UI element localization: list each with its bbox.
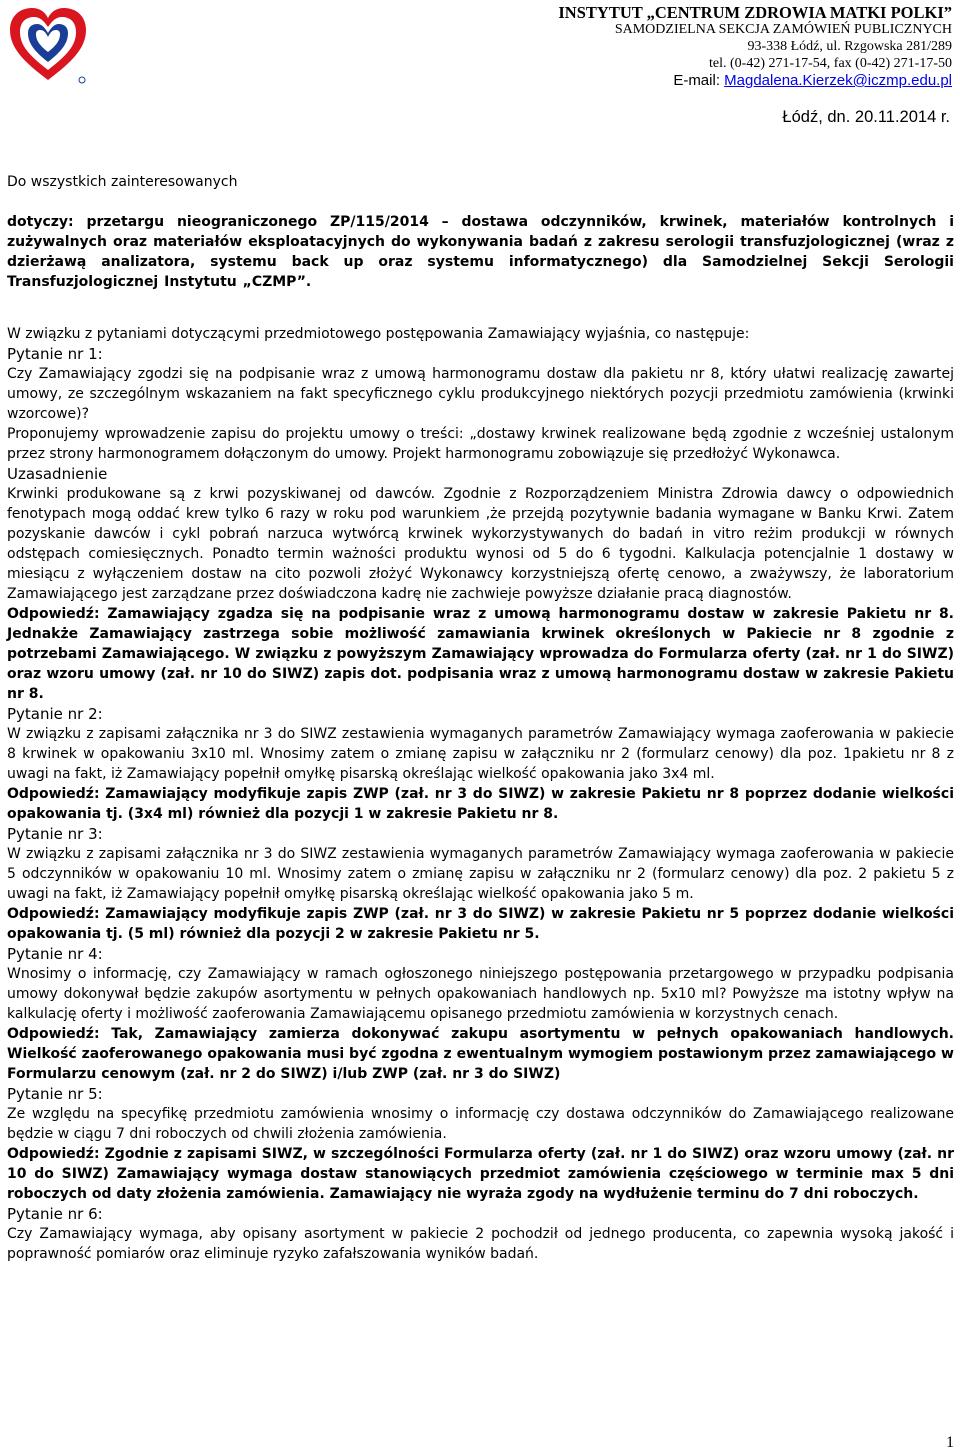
q1-justification-title: Uzasadnienie [7, 465, 108, 483]
q2-answer: Odpowiedź: Zamawiający modyfikuje zapis ZWP (zał. nr 3 do SIWZ) w zakresie Pakietu nr 8 poprzez dodanie wielkości opakowania tj. (3x4 ml) również dla pozycji 1 w zakresie Pakietu nr 8. [7, 786, 954, 822]
email-link[interactable]: Magdalena.Kierzek@iczmp.edu.pl [724, 72, 952, 89]
q2-title: Pytanie nr 2: [7, 705, 103, 723]
q1-question: Czy Zamawiający zgodzi się na podpisanie wraz z umową harmonogramu dostaw dla pakietu nr 8, który ułatwi realizację zawartej umowy, ze szczególnym wskazaniem na fakt specyficznego cyklu produkcyjnego niektórych pozycji przedmiotu zamówienia (krwinki wzorcowe)? [7, 366, 954, 422]
q5-answer: Odpowiedź: Zgodnie z zapisami SIWZ, w szczególności Formularza oferty (zał. nr 1 do SIWZ) oraz wzoru umowy (zał. nr 10 do SIWZ) Zamawiający wymaga dostaw stanowiących przedmiot zamówienia częściowego w terminie max 5 dni roboczych od daty złożenia zamówienia. Zamawiający nie wyraża zgody na wydłużenie terminu do 7 dni roboczych. [7, 1146, 954, 1202]
heart-logo-icon [6, 4, 90, 86]
page-number: 1 [946, 1434, 954, 1451]
letter-date: Łódź, dn. 20.11.2014 r. [782, 108, 950, 126]
q3-answer: Odpowiedź: Zamawiający modyfikuje zapis ZWP (zał. nr 3 do SIWZ) w zakresie Pakietu nr 5 poprzez dodanie wielkości opakowania tj. (5 ml) również dla pozycji 2 w zakresie Pakietu nr 5. [7, 906, 954, 942]
intro: W związku z pytaniami dotyczącymi przedmiotowego postępowania Zamawiający wyjaśnia, co następuje: [7, 326, 750, 342]
institute-name: INSTYTUT „CENTRUM ZDROWIA MATKI POLKI” [558, 3, 952, 22]
email-label: E-mail: [673, 72, 725, 89]
section-name: SAMODZIELNA SEKCJA ZAMÓWIEŃ PUBLICZNYCH [614, 22, 952, 37]
q1-answer: Odpowiedź: Zamawiający zgadza się na podpisanie wraz z umową harmonogramu dostaw w zakresie Pakietu nr 8. Jednakże Zamawiający zastrzega sobie możliwość zamawiania krwinek określonych w Pakiecie nr 8 zgodnie z potrzebami Zamawiającego. W związku z powyższym Zamawiający wprowadza do Formularza oferty (zał. nr 1 do SIWZ) oraz wzoru umowy (zał. nr 10 do SIWZ) zapis dot. podpisania wraz z umową harmonogramu dostaw w zakresie Pakietu nr 8. [7, 606, 954, 702]
letterhead [558, 4, 952, 89]
q4-title: Pytanie nr 4: [7, 945, 103, 963]
q3-title: Pytanie nr 3: [7, 825, 103, 843]
q4-question: Wnosimy o informację, czy Zamawiający w ramach ogłoszonego niniejszego postępowania przetargowego w przypadku podpisania umowy dokonywał będzie zakupów asortymentu w pełnych opakowaniach handlowych np. 5x10 ml? Powyższe ma istotny wpływ na kalkulację oferty i możliwość zaoferowania Zamawiającemu opisanego przedmiotu zamówienia w korzystnych cenach. [7, 966, 954, 1022]
q6-question: Czy Zamawiający wymaga, aby opisany asortyment w pakiecie 2 pochodził od jednego producenta, co zapewnia wysoką jakość i poprawność pomiarów oraz eliminuje ryzyko zafałszowania wyników badań. [7, 1226, 954, 1262]
q5-title: Pytanie nr 5: [7, 1085, 103, 1103]
recipient: Do wszystkich zainteresowanych [7, 174, 238, 190]
address: 93-338 Łódź, ul. Rzgowska 281/289 [747, 39, 952, 54]
phone-fax: tel. (0-42) 271-17-54, fax (0-42) 271-17-50 [709, 56, 952, 71]
q4-answer: Odpowiedź: Tak, Zamawiający zamierza dokonywać zakupu asortymentu w pełnych opakowaniach handlowych. Wielkość zaoferowanego opakowania musi być zgodna z ewentualnym wymogiem postawionym przez zamawiającego w Formularzu cenowym (zał. nr 2 do SIWZ) i/lub ZWP (zał. nr 3 do SIWZ) [7, 1026, 954, 1082]
q6-title: Pytanie nr 6: [7, 1205, 103, 1223]
q1-justification: Krwinki produkowane są z krwi pozyskiwanej od dawców. Zgodnie z Rozporządzeniem Ministra Zdrowia dawcy o odpowiednich fenotypach mogą oddać krew tylko 6 razy w roku pod warunkiem ‚że przejdą pozytywnie badania wymagane w Banku Krwi. Zatem pozyskanie dawców i cykl pobrań narzuca wytwórcą krwinek wykorzystywanych do badań in vitro reżim produkcji w równych odstępach comiesięcznych. Ponadto termin ważności produktu wynosi od 5 do 6 tygodni. Kalkulacja potencjalnie 1 dostawy w miesiącu z wyłączeniem dostaw na cito pozwoli złożyć Wykonawcy korzystniejszą ofertę cenowo, a zważywszy, że laboratorium Zamawiającego jest zarządzane przez doświadczona kadrę nie zachwieje powyższe działanie pracą diagnostów. [7, 486, 954, 602]
q1-proposal: Proponujemy wprowadzenie zapisu do projektu umowy o treści: „dostawy krwinek realizowane będą zgodnie z wcześniej ustalonym przez strony harmonogramem dołączonym do umowy. Projekt harmonogramu zobowiązuje się przedłożyć Wykonawca. [7, 426, 954, 462]
q1-title: Pytanie nr 1: [7, 345, 103, 363]
q2-question: W związku z zapisami załącznika nr 3 do SIWZ zestawienia wymaganych parametrów Zamawiający wymaga zaoferowania w pakiecie 8 krwinek w opakowaniu 3x10 ml. Wnosimy zatem o zmianę zapisu w załączniku nr 2 (formularz cenowy) dla poz. 1pakietu nr 8 z uwagi na fakt, iż Zamawiający popełnił omyłkę pisarską określając wielkość opakowania jako 3x4 ml. [7, 726, 954, 782]
letter-body [7, 172, 954, 1264]
email-line [558, 72, 952, 89]
q5-question: Ze względu na specyfikę przedmiotu zamówienia wnosimy o informację czy dostawa odczynników do Zamawiającego realizowane będzie w ciągu 7 dni roboczych od chwili złożenia zamówienia. [7, 1106, 954, 1142]
subject: dotyczy: przetargu nieograniczonego ZP/115/2014 – dostawa odczynników, krwinek, materiałów kontrolnych i zużywalnych oraz materiałów eksploatacyjnych do wykonywania badań z zakresu serologii transfuzjologicznej (wraz z dzierżawą analizatora, systemu back up oraz systemu informatycznego) dla Samodzielnej Sekcji Serologii Transfuzjologicznej Instytutu „CZMP”. [7, 214, 954, 290]
q3-question: W związku z zapisami załącznika nr 3 do SIWZ zestawienia wymaganych parametrów Zamawiający wymaga zaoferowania w pakiecie 5 odczynników w opakowaniu 10 ml. Wnosimy zatem o zmianę zapisu w załączniku nr 2 (formularz cenowy) dla poz. 2 pakietu 5 z uwagi na fakt, iż Zamawiający popełnił omyłkę pisarską określając wielkość opakowania jako 5 m. [7, 846, 954, 902]
